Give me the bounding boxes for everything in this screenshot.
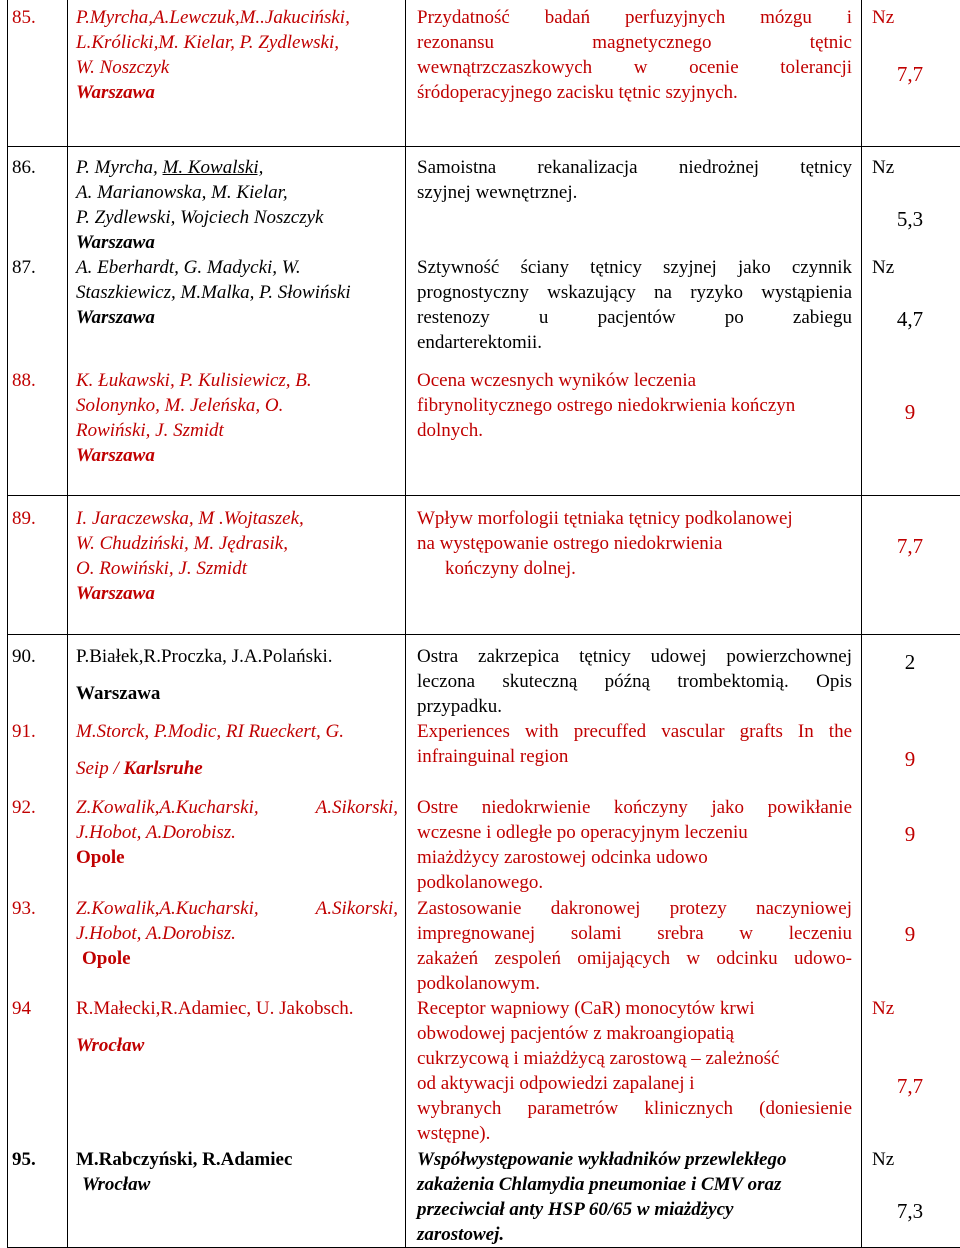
entry-number: 92.	[12, 797, 36, 818]
entry-title: Zastosowanie dakronowej protezy naczyniowej impregnowanej solami srebra w leczeniu zakażeń zespoleń omijających w odcinku udowo- podkolanowym.	[417, 898, 852, 994]
entry-city: Wrocław	[82, 1174, 151, 1195]
entry-city: Karlsruhe	[123, 758, 203, 779]
entry-authors: P.Białek,R.Proczka, J.A.Polański. Warszawa	[76, 644, 398, 706]
entry-city: Warszawa	[76, 583, 155, 604]
impact-score: 2	[904, 650, 916, 674]
entry-number: 85.	[12, 7, 36, 28]
entry-city: Warszawa	[76, 232, 155, 253]
entry-authors: M.Rabczyński, R.Adamiec Wrocław	[76, 1147, 398, 1197]
entry-city: Warszawa	[76, 445, 155, 466]
entry-authors: Z.Kowalik,A.Kucharski, A.Sikorski, J.Hobot, A.Dorobisz. Opole	[76, 898, 398, 969]
impact-score: 9	[904, 922, 916, 946]
entry-number: 87.	[12, 257, 36, 278]
entry-authors: M.Storck, P.Modic, RI Rueckert, G. Seip / Karlsruhe	[76, 721, 345, 779]
entry-number: 91.	[12, 721, 36, 742]
impact-score: 9	[904, 822, 916, 846]
impact-score: 4,7	[896, 307, 924, 331]
entry-city: Opole	[76, 847, 125, 868]
entry-title: Ostra zakrzepica tętnicy udowej powierzchownej leczona skuteczną późną trombektomią. Opis przypadku.	[417, 646, 852, 717]
impact-score: 7,7	[896, 62, 924, 86]
row-divider	[7, 495, 960, 496]
entry-title: Samoistna rekanalizacja niedrożnej tętnicy szyjnej wewnętrznej.	[417, 157, 852, 203]
row-divider	[7, 146, 960, 147]
entry-city: Warszawa	[76, 683, 161, 704]
impact-score: 7,3	[896, 1199, 924, 1223]
entry-title: Wpływ morfologii tętniaka tętnicy podkolanowej na występowanie ostrego niedokrwienia kończyny dolnej.	[417, 508, 793, 579]
impact-score: 9	[904, 747, 916, 771]
entry-number: 88.	[12, 370, 36, 391]
entry-authors: Z.Kowalik,A.Kucharski, A.Sikorski, J.Hobot, A.Dorobisz. Opole	[76, 797, 398, 868]
entry-number: 86.	[12, 157, 36, 178]
impact-score: 5,3	[896, 207, 924, 231]
nz-label: Nz	[872, 7, 895, 28]
entry-number: 89.	[12, 508, 36, 529]
row-divider	[7, 634, 960, 635]
entry-title: Ocena wczesnych wyników leczenia fibrynolitycznego ostrego niedokrwienia kończyn dolnych.	[417, 370, 796, 441]
entry-city: Wrocław	[76, 1035, 145, 1056]
entry-title: Współwystępowanie wykładników przewlekłego zakażenia Chlamydia pneumoniae i CMV oraz przeciwciał anty HSP 60/65 w miażdżycy zarostowej.	[417, 1149, 787, 1245]
entry-city: Warszawa	[76, 82, 155, 103]
entry-authors: P.Myrcha,A.Lewczuk,M..Jakuciński, L.Królicki,M. Kielar, P. Zydlewski, W. Noszczyk Warszawa	[76, 5, 398, 105]
column-divider	[67, 0, 68, 1248]
entry-city: Opole	[82, 948, 131, 969]
entry-number: 95.	[12, 1149, 36, 1170]
nz-label: Nz	[872, 998, 895, 1019]
nz-label: Nz	[872, 157, 895, 178]
entry-city: Warszawa	[76, 307, 155, 328]
entry-title: Ostre niedokrwienie kończyny jako powikłanie wczesne i odległe po operacyjnym leczeniu miażdżycy zarostowej odcinka udowo podkolanowego.	[417, 797, 852, 893]
column-divider	[861, 0, 862, 1248]
entry-number: 94	[12, 998, 31, 1019]
entry-number: 90.	[12, 646, 36, 667]
entry-authors: I. Jaraczewska, M .Wojtaszek, W. Chudziński, M. Jędrasik, O. Rowiński, J. Szmidt Warszawa	[76, 506, 398, 606]
entry-authors: A. Eberhardt, G. Madycki, W. Staszkiewicz, M.Malka, P. Słowiński Warszawa	[76, 255, 398, 330]
entry-title: Experiences with precuffed vascular grafts In the infrainguinal region	[417, 721, 852, 767]
impact-score: 9	[904, 400, 916, 424]
nz-label: Nz	[872, 257, 895, 278]
entry-title: Sztywność ściany tętnicy szyjnej jako czynnik prognostyczny wskazujący na ryzyko wystąpienia restenozy u pacjentów po zabiegu endarterektomii.	[417, 257, 852, 353]
impact-score: 7,7	[896, 1074, 924, 1098]
entry-title: Przydatność badań perfuzyjnych mózgu i rezonansu magnetycznego tętnic wewnątrzczaszkowych w ocenie tolerancji śródoperacyjnego zacisku tętnic szyjnych.	[417, 7, 852, 103]
impact-score: 7,7	[896, 534, 924, 558]
column-divider	[405, 0, 406, 1248]
nz-label: Nz	[872, 1149, 895, 1170]
entry-title: Receptor wapniowy (CaR) monocytów krwi obwodowej pacjentów z makroangiopatią cukrzycową i miażdżycą zarostową – zależność od aktywacji odpowiedzi zapalanej i wybranych parametrów klinicznych (doniesienie wstępne).	[417, 998, 852, 1144]
entry-number: 93.	[12, 898, 36, 919]
entry-authors: R.Małecki,R.Adamiec, U. Jakobsch. Wrocław	[76, 996, 398, 1058]
entry-authors: P. Myrcha, M. Kowalski, A. Marianowska, M. Kielar, P. Zydlewski, Wojciech Noszczyk Warszawa	[76, 155, 398, 255]
entry-authors: K. Łukawski, P. Kulisiewicz, B. Solonynko, M. Jeleńska, O. Rowiński, J. Szmidt Warszawa	[76, 368, 398, 468]
